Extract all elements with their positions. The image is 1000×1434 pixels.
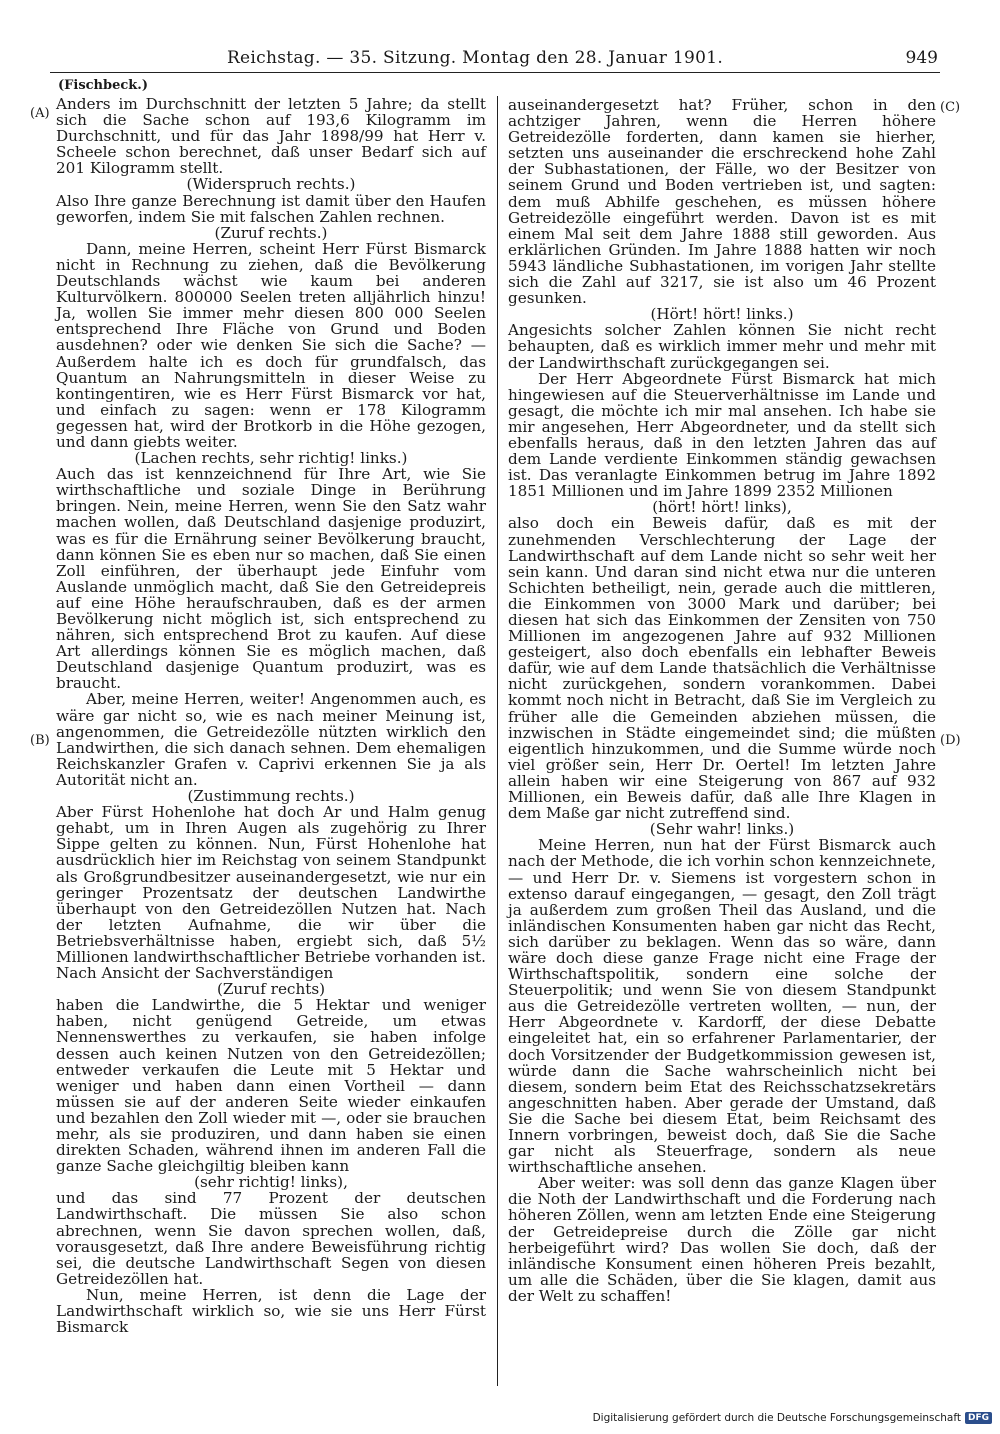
margin-marker-c: (C) — [940, 100, 961, 115]
paragraph: und das sind 77 Prozent der deutschen Landwirthschaft. Die müssen Sie also schon abrechnen, wenn Sie davon sprechen wollen, daß, vorausgesetzt, daß Ihre andere Beweisführung richtig sei, die deutsche Landwirthschaft Segen von diesen Getreidezöllen hat. — [56, 1189, 486, 1288]
paragraph: Nun, meine Herren, ist denn die Lage der Landwirthschaft wirklich so, wie sie uns Herr Fürst Bismarck — [56, 1285, 486, 1337]
paragraph: Aber Fürst Hohenlohe hat doch Ar und Halm genug gehabt, um in Ihren Augen als zugehörig zu Ihrer Sippe gelten zu können. Nun, Fürst Hohenlohe hat ausdrücklich hier im Reichstag von seinem Standpunkt als Großgrundbesitzer auseinandergesetzt, wie nur ein geringer Prozentsatz der deutschen Landwirthe überhaupt von den Getreidezöllen Nutzen hat. Nach der letzten Aufnahme, die wir über die Betriebsverhältnisse haben, ergiebt sich, daß 5½ Millionen landwirthschaftlicher Betriebe vorhanden ist. Nach Ansicht der Sachverständigen — [56, 803, 486, 983]
paragraph: Der Herr Abgeordnete Fürst Bismarck hat mich hingewiesen auf die Steuerverhältnisse im Lande und gesagt, die möchte ich mir mal ansehen. Ich habe sie mir angesehen, Herr Abgeordneter, und da stellt sich ebenfalls heraus, daß in den letzten Jahren das auf dem Lande verdiente Einkommen ständig gewachsen ist. Das veranlagte Einkommen betrug im Jahre 1892 1851 Millionen und im Jahre 1899 2352 Millionen — [508, 369, 936, 501]
interjection: (sehr richtig! links), — [194, 1173, 348, 1192]
dfg-logo: DFG — [965, 1412, 992, 1424]
page-header — [50, 46, 940, 73]
paragraph: Angesichts solcher Zahlen können Sie nicht recht behaupten, daß es wirklich immer mehr und mehr mit der Landwirthschaft zurückgegangen sei. — [508, 321, 936, 372]
paragraph: Also Ihre ganze Berechnung ist damit über den Haufen geworfen, indem Sie mit falschen Zahlen rechnen. — [56, 191, 486, 226]
page-number: 949 — [905, 48, 938, 68]
interjection: (Sehr wahr! links.) — [649, 820, 795, 839]
interjection: (Zuruf rechts.) — [214, 223, 328, 242]
paragraph: also doch ein Beweis dafür, daß es mit der zunehmenden Verschlechterung der Lage der Landwirthschaft auf dem Lande nicht so sehr weit her sein kann. Und daran sind nicht etwa nur die unteren Schichten betheiligt, nein, gerade auch die mittleren, die Einkommen von 3000 Mark und darüber; bei diesen hat sich das Einkommen der Zensiten von 750 Millionen im angezogenen Jahre auf 932 Millionen gesteigert, also doch ebenfalls ein lebhafter Beweis dafür, wie auf dem Lande thatsächlich die Verhältnisse nicht zurückgehen, sondern vorankommen. Dabei kommt noch nicht in Betracht, daß Sie im Vergleich zu früher alle die Gemeinden abziehen müssen, die inzwischen in Städte eingemeindet sind; die müßten eigentlich hinzukommen, und die Summe würde noch viel größer sein, Herr Dr. Oertel! Im letzten Jahre allein haben wir eine Steigerung von 867 auf 932 Millionen, ein Beweis dafür, daß alle Ihre Klagen in dem Maße gar nicht zutreffend sind. — [508, 514, 936, 823]
margin-marker-a: (A) — [30, 106, 50, 121]
speaker-name: (Fischbeck.) — [58, 78, 148, 93]
paragraph: Auch das ist kennzeichnend für Ihre Art, wie Sie wirthschaftliche und soziale Dinge in Berührung bringen. Nein, meine Herren, wenn Sie den Satz wahr machen wollen, daß Deutschland dasjenige produzirt, was es für die Ernährung seiner Bevölkerung braucht, dann können Sie es eben nur so machen, daß Sie einen Zoll einführen, der überhaupt jede Einfuhr vom Auslande unmöglich macht, daß Sie den Getreidepreis auf eine Höhe heraufschrauben, daß es der armen Bevölkerung nicht möglich ist, sich entsprechend zu nähren, sich entsprechend Brot zu kaufen. Auf diese Art allerdings können Sie es möglich machen, daß Deutschland dasjenige Quantum produzirt, was es braucht. — [56, 465, 486, 693]
paragraph: Aber, meine Herren, weiter! Angenommen auch, es wäre gar nicht so, wie es nach meiner Meinung ist, angenommen, die Getreidezölle nützten wirklich den Landwirthen, die sich danach sehnen. Dem ehemaligen Reichskanzler Grafen v. Caprivi erkennen Sie ja als Autorität nicht an. — [56, 690, 486, 789]
margin-marker-d: (D) — [940, 733, 961, 748]
footer-credit — [593, 1412, 992, 1424]
footer-text: Digitalisierung gefördert durch die Deutsche Forschungsgemeinschaft — [592, 1412, 961, 1424]
margin-marker-b: (B) — [30, 733, 50, 748]
paragraph: haben die Landwirthe, die 5 Hektar und weniger haben, nicht genügend Getreide, um etwas Nennenswerthes zu verkaufen, sie haben infolge dessen auch keinen Nutzen von den Getreidezöllen; entweder verkaufen die Leute mit 5 Hektar und weniger und haben dann einen Vortheil — dann müssen sie auf der anderen Seite wieder einkaufen und bezahlen den Zoll wieder mit —, oder sie brauchen mehr, als sie produziren, und dann haben sie einen direkten Schaden, während ihnen im anderen Fall die ganze Sache gleichgiltig bleiben kann — [56, 996, 486, 1176]
interjection: (Hört! hört! links.) — [650, 305, 794, 324]
paragraph: Anders im Durchschnitt der letzten 5 Jahre; da stellt sich die Sache schon auf 193,6 Kilogramm im Durchschnitt, und für das Jahr 1898/99 hat Herr v. Scheele schon berechnet, daß unser Bedarf sich auf 201 Kilogramm stellt. — [56, 95, 486, 178]
paragraph: Meine Herren, nun hat der Fürst Bismarck auch nach der Methode, die ich vorhin schon kennzeichnete, — und Herr Dr. v. Siemens ist vorgestern schon in extenso darauf eingegangen, — gesagt, den Zoll trägt ja außerdem zum großen Theil das Ausland, und die inländischen Konsumenten haben gar nicht das Recht, sich darüber zu beklagen. Wenn das so wäre, dann wäre doch diese ganze Frage nicht eine Frage der Wirthschaftspolitik, sondern eine solche der Steuerpolitik; und wenn Sie von diesem Standpunkt aus die Getreidezölle vertreten wollten, — nun, der Herr Abgeordnete v. Kardorff, der diese Debatte eingeleitet hat, ein so erfahrener Parlamentarier, der doch Vorsitzender der Budgetkommission gewesen ist, würde dann die Sache wahrscheinlich nicht bei diesem, sondern beim Etat des Reichsschatzsekretärs angeschnitten haben. Aber gerade der Umstand, daß Sie die Sache bei diesem Etat, beim Reichsamt des Innern vorbringen, beweist doch, daß Sie die Sache gar nicht als Steuerfrage, sondern als neue wirthschaftliche ansehen. — [508, 836, 936, 1177]
right-text-column — [508, 97, 936, 1304]
interjection: (Zuruf rechts) — [216, 980, 326, 999]
left-text-column — [56, 96, 486, 1335]
interjection: (Widerspruch rechts.) — [186, 175, 356, 194]
interjection: (Lachen rechts, sehr richtig! links.) — [134, 449, 408, 468]
interjection: (Zustimmung rechts.) — [187, 787, 355, 806]
paragraph: Aber weiter: was soll denn das ganze Klagen über die Noth der Landwirthschaft und die Forderung nach höheren Zöllen, wenn am letzten Ende eine Steigerung der Getreidepreise durch die Zölle gar nicht herbeigeführt wird? Das wollen Sie doch, daß der inländische Konsument einen höheren Preis bezahlt, um alle die Schäden, über die Sie klagen, damit aus der Welt zu schaffen! — [508, 1174, 936, 1305]
paragraph: auseinandergesetzt hat? Früher, schon in den achtziger Jahren, wenn die Herren höhere Getreidezölle forderten, dann kamen sie hierher, setzten uns auseinander die erschreckend hohe Zahl der Subhastationen, der Fälle, wo der Besitzer von seinem Grund und Boden vertrieben ist, und sagten: dem muß Abhilfe geschehen, es müssen höhere Getreidezölle eingeführt werden. Davon ist es mit einem Mal seit dem Jahre 1888 still geworden. Aus erklärlichen Gründen. Im Jahre 1888 hatten wir noch 5943 ländliche Subhastationen, im vorigen Jahr stellte sich die Zahl auf 3217, sie ist also um 46 Prozent gesunken. — [508, 96, 936, 308]
page-title: Reichstag. — 35. Sitzung. Montag den 28. Januar 1901. — [226, 48, 724, 68]
column-divider — [497, 96, 498, 1386]
interjection: (hört! hört! links), — [652, 498, 792, 517]
paragraph: Dann, meine Herren, scheint Herr Fürst Bismarck nicht in Rechnung zu ziehen, daß die Bevölkerung Deutschlands wächst wie kaum bei anderen Kulturvölkern. 800000 Seelen treten alljährlich hinzu! Ja, wollen Sie immer mehr diesen 800 000 Seelen entsprechend Ihre Fläche von Grund und Boden ausdehnen? oder wie denken Sie sich die Sache? — Außerdem halte ich es doch für grundfalsch, das Quantum an Nahrungsmitteln in dieser Weise zu kontingentiren, wie es Herr Fürst Bismarck vor hat, und einfach zu sagen: wenn er 178 Kilogramm gegessen hat, wird der Brotkorb in die Höhe gezogen, und dann giebts weiter. — [56, 239, 486, 451]
